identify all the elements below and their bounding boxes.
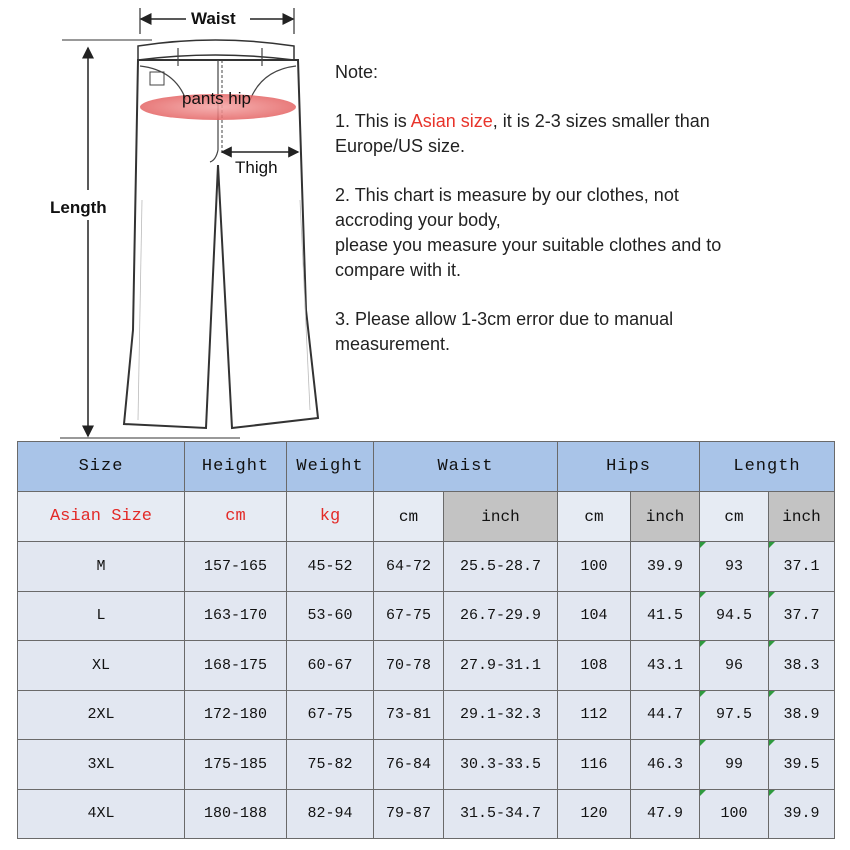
- note-2-line-4: compare with it.: [335, 260, 462, 280]
- cell-length-cm: 97.5: [700, 690, 769, 740]
- cell-length-cm: 94.5: [700, 591, 769, 641]
- cell-size: 2XL: [18, 690, 185, 740]
- cell-hips-inch: 44.7: [631, 690, 700, 740]
- cell-height: 163-170: [185, 591, 287, 641]
- cell-length-cm: 99: [700, 740, 769, 790]
- header-weight: Weight: [287, 442, 374, 492]
- length-label: Length: [50, 196, 107, 220]
- cell-hips-inch: 43.1: [631, 641, 700, 691]
- note-3: [335, 307, 840, 357]
- cell-length-inch: 39.5: [769, 740, 835, 790]
- note-1-suffix: , it is 2-3 sizes smaller than: [492, 111, 710, 131]
- cell-hips-cm: 100: [558, 542, 631, 592]
- cell-waist-inch: 29.1-32.3: [444, 690, 558, 740]
- note-2-line-3: please you measure your suitable clothes and to: [335, 235, 722, 255]
- cell-weight: 67-75: [287, 690, 374, 740]
- table-row: [18, 789, 835, 839]
- cell-length-inch: 37.7: [769, 591, 835, 641]
- cell-waist-cm: 79-87: [374, 789, 444, 839]
- cell-length-inch: 38.3: [769, 641, 835, 691]
- size-notes: [335, 60, 840, 381]
- cell-waist-inch: 30.3-33.5: [444, 740, 558, 790]
- table-row: [18, 542, 835, 592]
- unit-hips-cm: cm: [558, 492, 631, 542]
- cell-waist-inch: 26.7-29.9: [444, 591, 558, 641]
- cell-length-inch: 37.1: [769, 542, 835, 592]
- table-header-row: [18, 442, 835, 492]
- cell-length-cm: 96: [700, 641, 769, 691]
- cell-waist-cm: 64-72: [374, 542, 444, 592]
- cell-hips-inch: 47.9: [631, 789, 700, 839]
- note-3-line-1: 3. Please allow 1-3cm error due to manual: [335, 309, 674, 329]
- waist-label: Waist: [191, 9, 236, 28]
- cell-height: 168-175: [185, 641, 287, 691]
- cell-weight: 82-94: [287, 789, 374, 839]
- cell-hips-cm: 120: [558, 789, 631, 839]
- cell-hips-inch: 39.9: [631, 542, 700, 592]
- note-1-line-2: Europe/US size.: [335, 136, 466, 156]
- cell-length-inch: 39.9: [769, 789, 835, 839]
- unit-asian-size: Asian Size: [18, 492, 185, 542]
- cell-waist-inch: 25.5-28.7: [444, 542, 558, 592]
- thigh-label: Thigh: [235, 158, 278, 177]
- unit-hips-inch: inch: [631, 492, 700, 542]
- unit-weight: kg: [287, 492, 374, 542]
- unit-waist-inch: inch: [444, 492, 558, 542]
- cell-waist-inch: 31.5-34.7: [444, 789, 558, 839]
- cell-size: 3XL: [18, 740, 185, 790]
- note-2-line-2: accroding your body,: [335, 210, 501, 230]
- note-2-line-1: 2. This chart is measure by our clothes, not: [335, 185, 679, 205]
- cell-height: 157-165: [185, 542, 287, 592]
- unit-height: cm: [185, 492, 287, 542]
- cell-weight: 60-67: [287, 641, 374, 691]
- notes-title: Note:: [335, 62, 379, 82]
- cell-hips-cm: 104: [558, 591, 631, 641]
- cell-height: 175-185: [185, 740, 287, 790]
- pants-diagram: [0, 0, 330, 440]
- table-unit-row: [18, 492, 835, 542]
- header-height: Height: [185, 442, 287, 492]
- cell-waist-cm: 73-81: [374, 690, 444, 740]
- table-row: [18, 740, 835, 790]
- cell-size: XL: [18, 641, 185, 691]
- pants-outline-illustration: [0, 0, 330, 440]
- cell-size: M: [18, 542, 185, 592]
- header-size: Size: [18, 442, 185, 492]
- table-row: [18, 591, 835, 641]
- note-2: [335, 183, 840, 283]
- cell-waist-cm: 76-84: [374, 740, 444, 790]
- cell-hips-cm: 116: [558, 740, 631, 790]
- cell-waist-inch: 27.9-31.1: [444, 641, 558, 691]
- unit-length-inch: inch: [769, 492, 835, 542]
- table-row: [18, 690, 835, 740]
- header-length: Length: [700, 442, 835, 492]
- cell-size: L: [18, 591, 185, 641]
- unit-length-cm: cm: [700, 492, 769, 542]
- cell-length-cm: 93: [700, 542, 769, 592]
- cell-hips-inch: 41.5: [631, 591, 700, 641]
- cell-height: 172-180: [185, 690, 287, 740]
- asian-size-highlight: Asian size: [410, 111, 493, 131]
- cell-waist-cm: 67-75: [374, 591, 444, 641]
- waistband: [138, 40, 294, 60]
- cell-waist-cm: 70-78: [374, 641, 444, 691]
- cell-weight: 53-60: [287, 591, 374, 641]
- note-1-prefix: 1. This is: [335, 111, 411, 131]
- note-1: [335, 109, 840, 159]
- cell-weight: 75-82: [287, 740, 374, 790]
- cell-hips-cm: 112: [558, 690, 631, 740]
- header-waist: Waist: [374, 442, 558, 492]
- size-chart-table: [17, 441, 835, 839]
- cell-length-inch: 38.9: [769, 690, 835, 740]
- cell-hips-inch: 46.3: [631, 740, 700, 790]
- header-hips: Hips: [558, 442, 700, 492]
- cell-size: 4XL: [18, 789, 185, 839]
- cell-hips-cm: 108: [558, 641, 631, 691]
- hip-label: pants hip: [182, 89, 251, 108]
- cell-height: 180-188: [185, 789, 287, 839]
- unit-waist-cm: cm: [374, 492, 444, 542]
- cell-length-cm: 100: [700, 789, 769, 839]
- cell-weight: 45-52: [287, 542, 374, 592]
- note-3-line-2: measurement.: [335, 334, 451, 354]
- table-row: [18, 641, 835, 691]
